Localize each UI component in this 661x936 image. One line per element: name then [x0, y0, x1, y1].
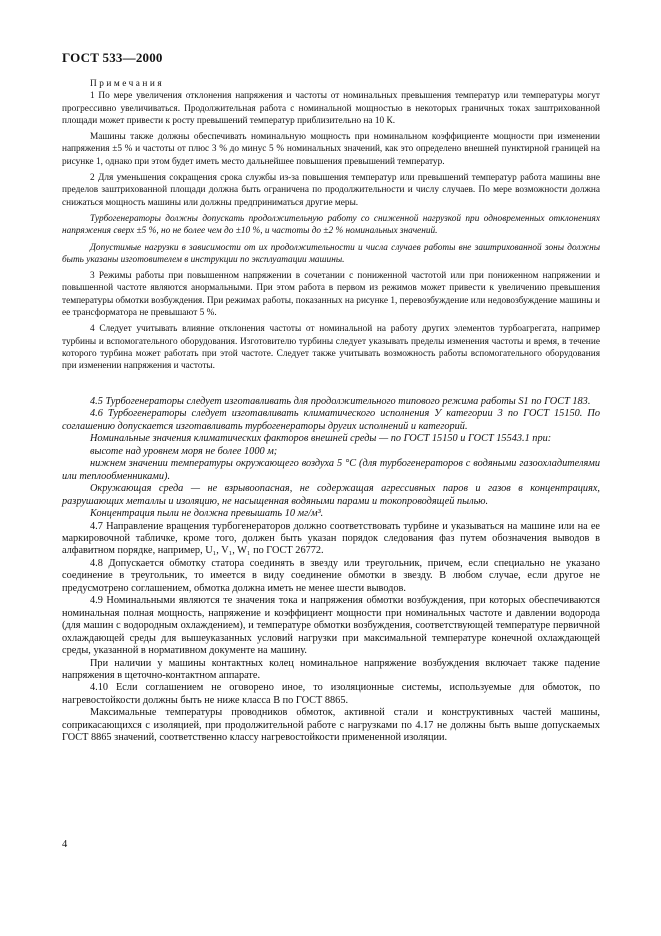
note-paragraph: 2 Для уменьшения сокращения срока службы из-за повышения температур или превышений температур работа машины вне пределов заштрихованной площади должна быть ограничена по продолжительности и числу случаев. По мере возможности должна снижаться мощность машины или должны предприниматься другие меры.: [62, 173, 600, 208]
climate-factors: Номинальные значения климатических факторов внешней среды — по ГОСТ 15150 и ГОСТ 15543.1 при:: [90, 433, 552, 445]
page-number: 4: [62, 839, 68, 850]
document-header: ГОСТ 533—2000: [62, 50, 163, 65]
dust-concentration: Концентрация пыли не должна превышать 10 мг/м³.: [90, 508, 324, 520]
note-paragraph-italic: Допустимые нагрузки в зависимости от их продолжительности и числа случаев работы вне заштрихованной зоны должны быть указаны изготовителем в инструкции по эксплуатации машины.: [62, 242, 600, 265]
notes-block: [62, 78, 600, 377]
clause-4-5: 4.5 Турбогенераторы следует изготавливать для продолжительного типового режима работы S1 по ГОСТ 183.: [90, 396, 591, 407]
clause-4-6: 4.6 Турбогенераторы следует изготавливать климатического исполнения У категории 3 по ГОСТ 15150. По соглашению допускается изготавливать турбогенераторы других исполнений и категорий.: [62, 408, 600, 432]
clause-4-8: 4.8 Допускается обмотку статора соединять в звезду или треугольник, причем, если специально не указано соединение в треугольник, то имеется в виду соединение обмотки в звезду. В любом случае, если другое не предусмотрено соглашением, обмотка должна иметь не менее шести выводов.: [62, 557, 600, 594]
note-paragraph: 4 Следует учитывать влияние отклонения частоты от номинальной на работу других элементов турбоагрегата, например турбины и вспомогательного оборудования. Изготовителю турбины следует указывать пределы изменения частоты и время, в течение которого турбина может работать при этой частоте. Следует также учитывать возможность работы вспомогательного оборудования при изменении напряжения и частоты.: [62, 324, 600, 372]
clause-4-10-temps: Максимальные температуры проводников обмоток, активной стали и конструктивных частей машины, соприкасающихся с изоляцией, при продолжительной работе с нагрузками по 4.17 не должны быть выше допускаемых ГОСТ 8865 значений, соответственно классу нагревостойкости примененной изоляции.: [62, 707, 600, 744]
note-paragraph: Машины также должны обеспечивать номинальную мощность при номинальном коэффициенте мощности при изменении напряжения ±5 % и частоты от плюс 3 % до минус 5 % номинальных значений, как это определено внешней пунктирной границей на рисунке 1, однако при этом будет иметь место дальнейшее повышения превышений температур.: [62, 132, 600, 167]
temperature-condition: нижнем значении температуры окружающего воздуха 5 °С (для турбогенераторов с водяными газоохладителями или теплообменниками).: [62, 458, 600, 482]
note-paragraph: 3 Режимы работы при повышенном напряжении в сочетании с пониженной частотой или при пониженном напряжении и повышенной частоте являются анормальными. При этом работа в первом из режимов может привести к увеличению превышения температуры обмотки возбуждения. При режимах работы, показанных на рисунке 1, перевозбуждение или недовозбуждение машины и ее трансформатора не превышают 5 %.: [62, 271, 600, 319]
clause-4-7: 4.7 Направление вращения турбогенераторов должно соответствовать турбине и указываться на машине или на ее маркировочной табличке, кроме того, должен быть указан порядок следования фаз путем обозначения выводов в алфавитном порядке, например, U₁, V₁, W₁ по ГОСТ 26772.: [62, 520, 600, 557]
notes-title: Примечания: [90, 79, 165, 89]
clause-4-9-note: При наличии у машины контактных колец номинальное напряжение возбуждения включает также падение напряжения в щеточно-контактном аппарате.: [62, 657, 600, 681]
environment-condition: Окружающая среда — не взрывоопасная, не содержащая агрессивных паров и газов в концентрациях, разрушающих металлы и изоляцию, не насыщенная водяными парами и токопроводящей пылью.: [62, 483, 600, 507]
clause-4-10: 4.10 Если соглашением не оговорено иное, то изоляционные системы, используемые для обмоток, по нагревостойкости должны быть не ниже класса В по ГОСТ 8865.: [62, 682, 600, 706]
note-paragraph: 1 По мере увеличения отклонения напряжения и частоты от номинальных превышения температур или температуры могут прогрессивно увеличиваться. Продолжительная работа с номинальной мощностью в некоторых граничных токах заштрихованной площади может привести к росту превышений температур приблизительно на 10 К.: [62, 91, 600, 126]
main-text: [62, 396, 600, 745]
clause-4-9: 4.9 Номинальными являются те значения тока и напряжения обмотки возбуждения, при которых обеспечиваются номинальная полная мощность, напряжение и коэффициент мощности при номинальных частоте и давлении водорода (для машин с водородным охлаждением), и температуре обмотки возбуждения, соответствующей температуре первичной охлаждающей среды для вышеуказанных условий нагрузки при максимальной температуре конечной охлаждающей среды, указанной в нормативном документе на машину.: [62, 595, 600, 657]
altitude-condition: высоте над уровнем моря не более 1000 м;: [90, 445, 278, 457]
note-paragraph-italic: Турбогенераторы должны допускать продолжительную работу со сниженной нагрузкой при одновременных отклонениях напряжения сверх ±5 %, но не более чем до ±10 %, и частоты до ±2 % номинальных значений.: [62, 213, 600, 237]
